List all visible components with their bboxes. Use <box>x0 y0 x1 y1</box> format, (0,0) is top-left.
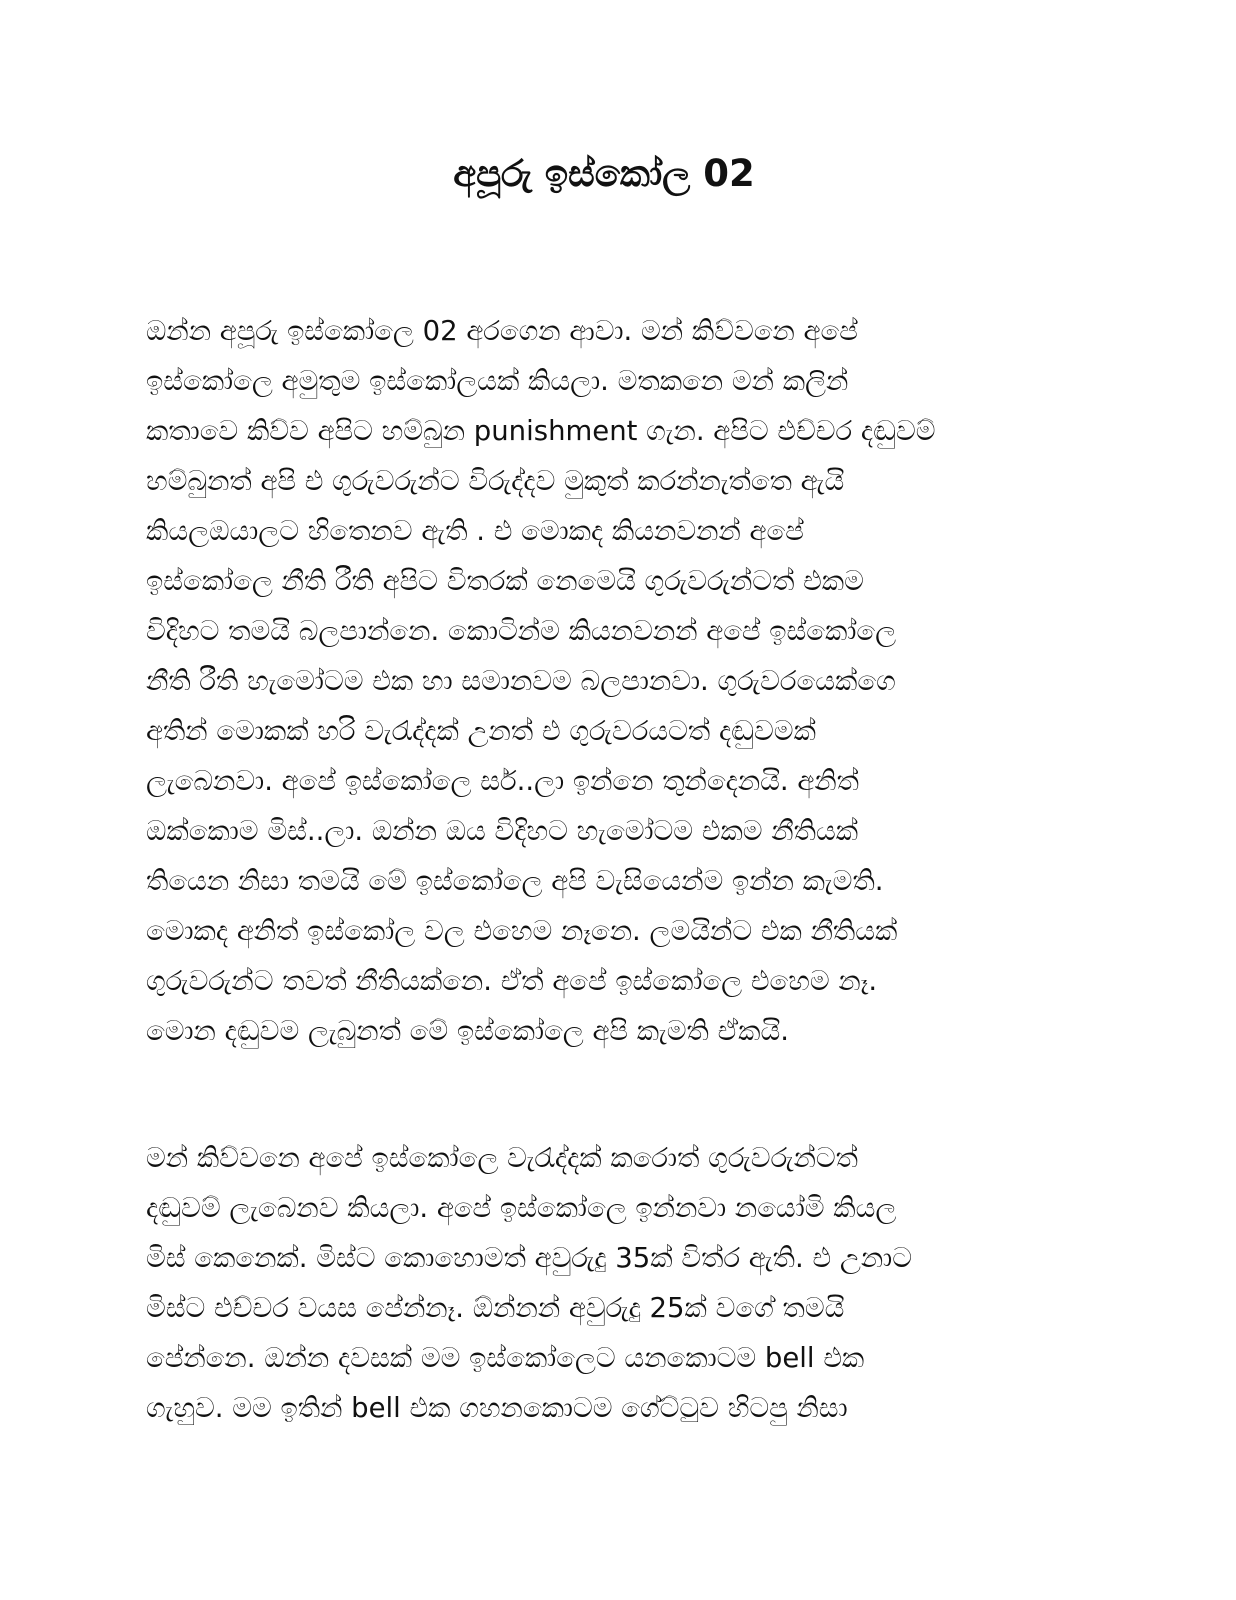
text-line: හම්බුනත් අපි එ ගුරුවරුන්ට විරුද්දව මුකුත් කරන්නැත්තෙ ඇයි <box>146 465 845 497</box>
text-line: විදිහට තමයි බලපාන්නෙ. කොටින්ම කියනවනන් අපේ ඉස්කෝලෙ <box>146 615 897 647</box>
text-line: ගුරුවරුන්ට තවත් නීතියක්නෙ. ඒත් අපේ ඉස්කෝලෙ එහෙම නෑ. <box>146 965 878 997</box>
text-line: නීති රීති හැමෝටම එක හා සමානවම බලපානවා. ගුරුවරයෙක්ගෙ <box>146 665 896 697</box>
text-line: මිස්ට එච්චර වයස පේන්නෑ. ඕන්නන් අවුරුදු 25ක් වගේ තමයි <box>146 1292 845 1324</box>
text-line: මන් කිව්වනෙ අපේ ඉස්කෝලෙ වැරැද්දක් කරොත් ගුරුවරුන්ටත් <box>146 1142 859 1174</box>
text-line: ඉස්කෝලෙ නීති රීති අපිට විතරක් නෙමෙයි ගුරුවරුන්ටත් එකම <box>146 565 864 597</box>
text-line: ලැබෙනවා. අපේ ඉස්කෝලෙ සර්..ලා ඉන්නෙ තුන්දෙනයි. අනිත් <box>146 765 860 797</box>
text-line: ඔක්කොම මිස්..ලා. ඔන්න ඔය විදිහට හැමෝටම එකම නීතියක් <box>146 815 859 847</box>
document-title: අපූරු ඉස්කෝල 02 <box>453 152 755 195</box>
text-line: අතින් මොකක් හරි වැරැද්දක් උනත් එ ගුරුවරයටත් දඬුවමක් <box>146 715 816 747</box>
text-line: කතාවෙ කිව්ව අපිට හම්බුන punishment ගැන. අපිට එච්චර දඬුවම් <box>146 415 936 447</box>
paragraph-2 <box>146 1133 1086 1433</box>
text-line: කියලඔයාලට හිතෙනව ඇති . එ මොකද කියනවනන් අපේ <box>146 515 804 547</box>
text-line: තියෙන නිසා තමයි මේ ඉස්කෝලෙ අපි වැසියෙන්ම ඉන්න කැමති. <box>146 865 884 897</box>
paragraph-1 <box>146 306 1086 1056</box>
text-line: ගැහුව. මම ඉතින් bell එක ගහනකොටම ගේට්ටුව හිටපු නිසා <box>146 1392 848 1424</box>
text-line: මොකද අනිත් ඉස්කෝල වල එහෙම නෑනෙ. ලමයින්ට එක නීතියක් <box>146 915 898 947</box>
text-line: මොන දඬුවම ලැබුනත් මේ ඉස්කෝලෙ අපි කැමති ඒකයි. <box>146 1015 789 1047</box>
text-line: දඬුවම් ලැබෙනව කියලා. අපේ ඉස්කෝලෙ ඉන්නවා නයෝමි කියල <box>146 1192 897 1224</box>
text-line: ඔන්න අපූරු ඉස්කෝලෙ 02 අරගෙන ආවා. මන් කිව්වනෙ අපේ <box>146 315 858 347</box>
text-line: පේන්නෙ. ඔන්න දවසක් මම ඉස්කෝලෙට යනකොටම bell එක <box>146 1342 865 1374</box>
text-line: මිස් කෙනෙක්. මිස්ට කොහොමත් අවුරුදු 35ක් විත්ර ඇති. එ උනාට <box>146 1242 912 1274</box>
text-line: ඉස්කෝලෙ අමුතුම ඉස්කෝලයක් කියලා. මතකනෙ මන් කලින් <box>146 365 849 397</box>
